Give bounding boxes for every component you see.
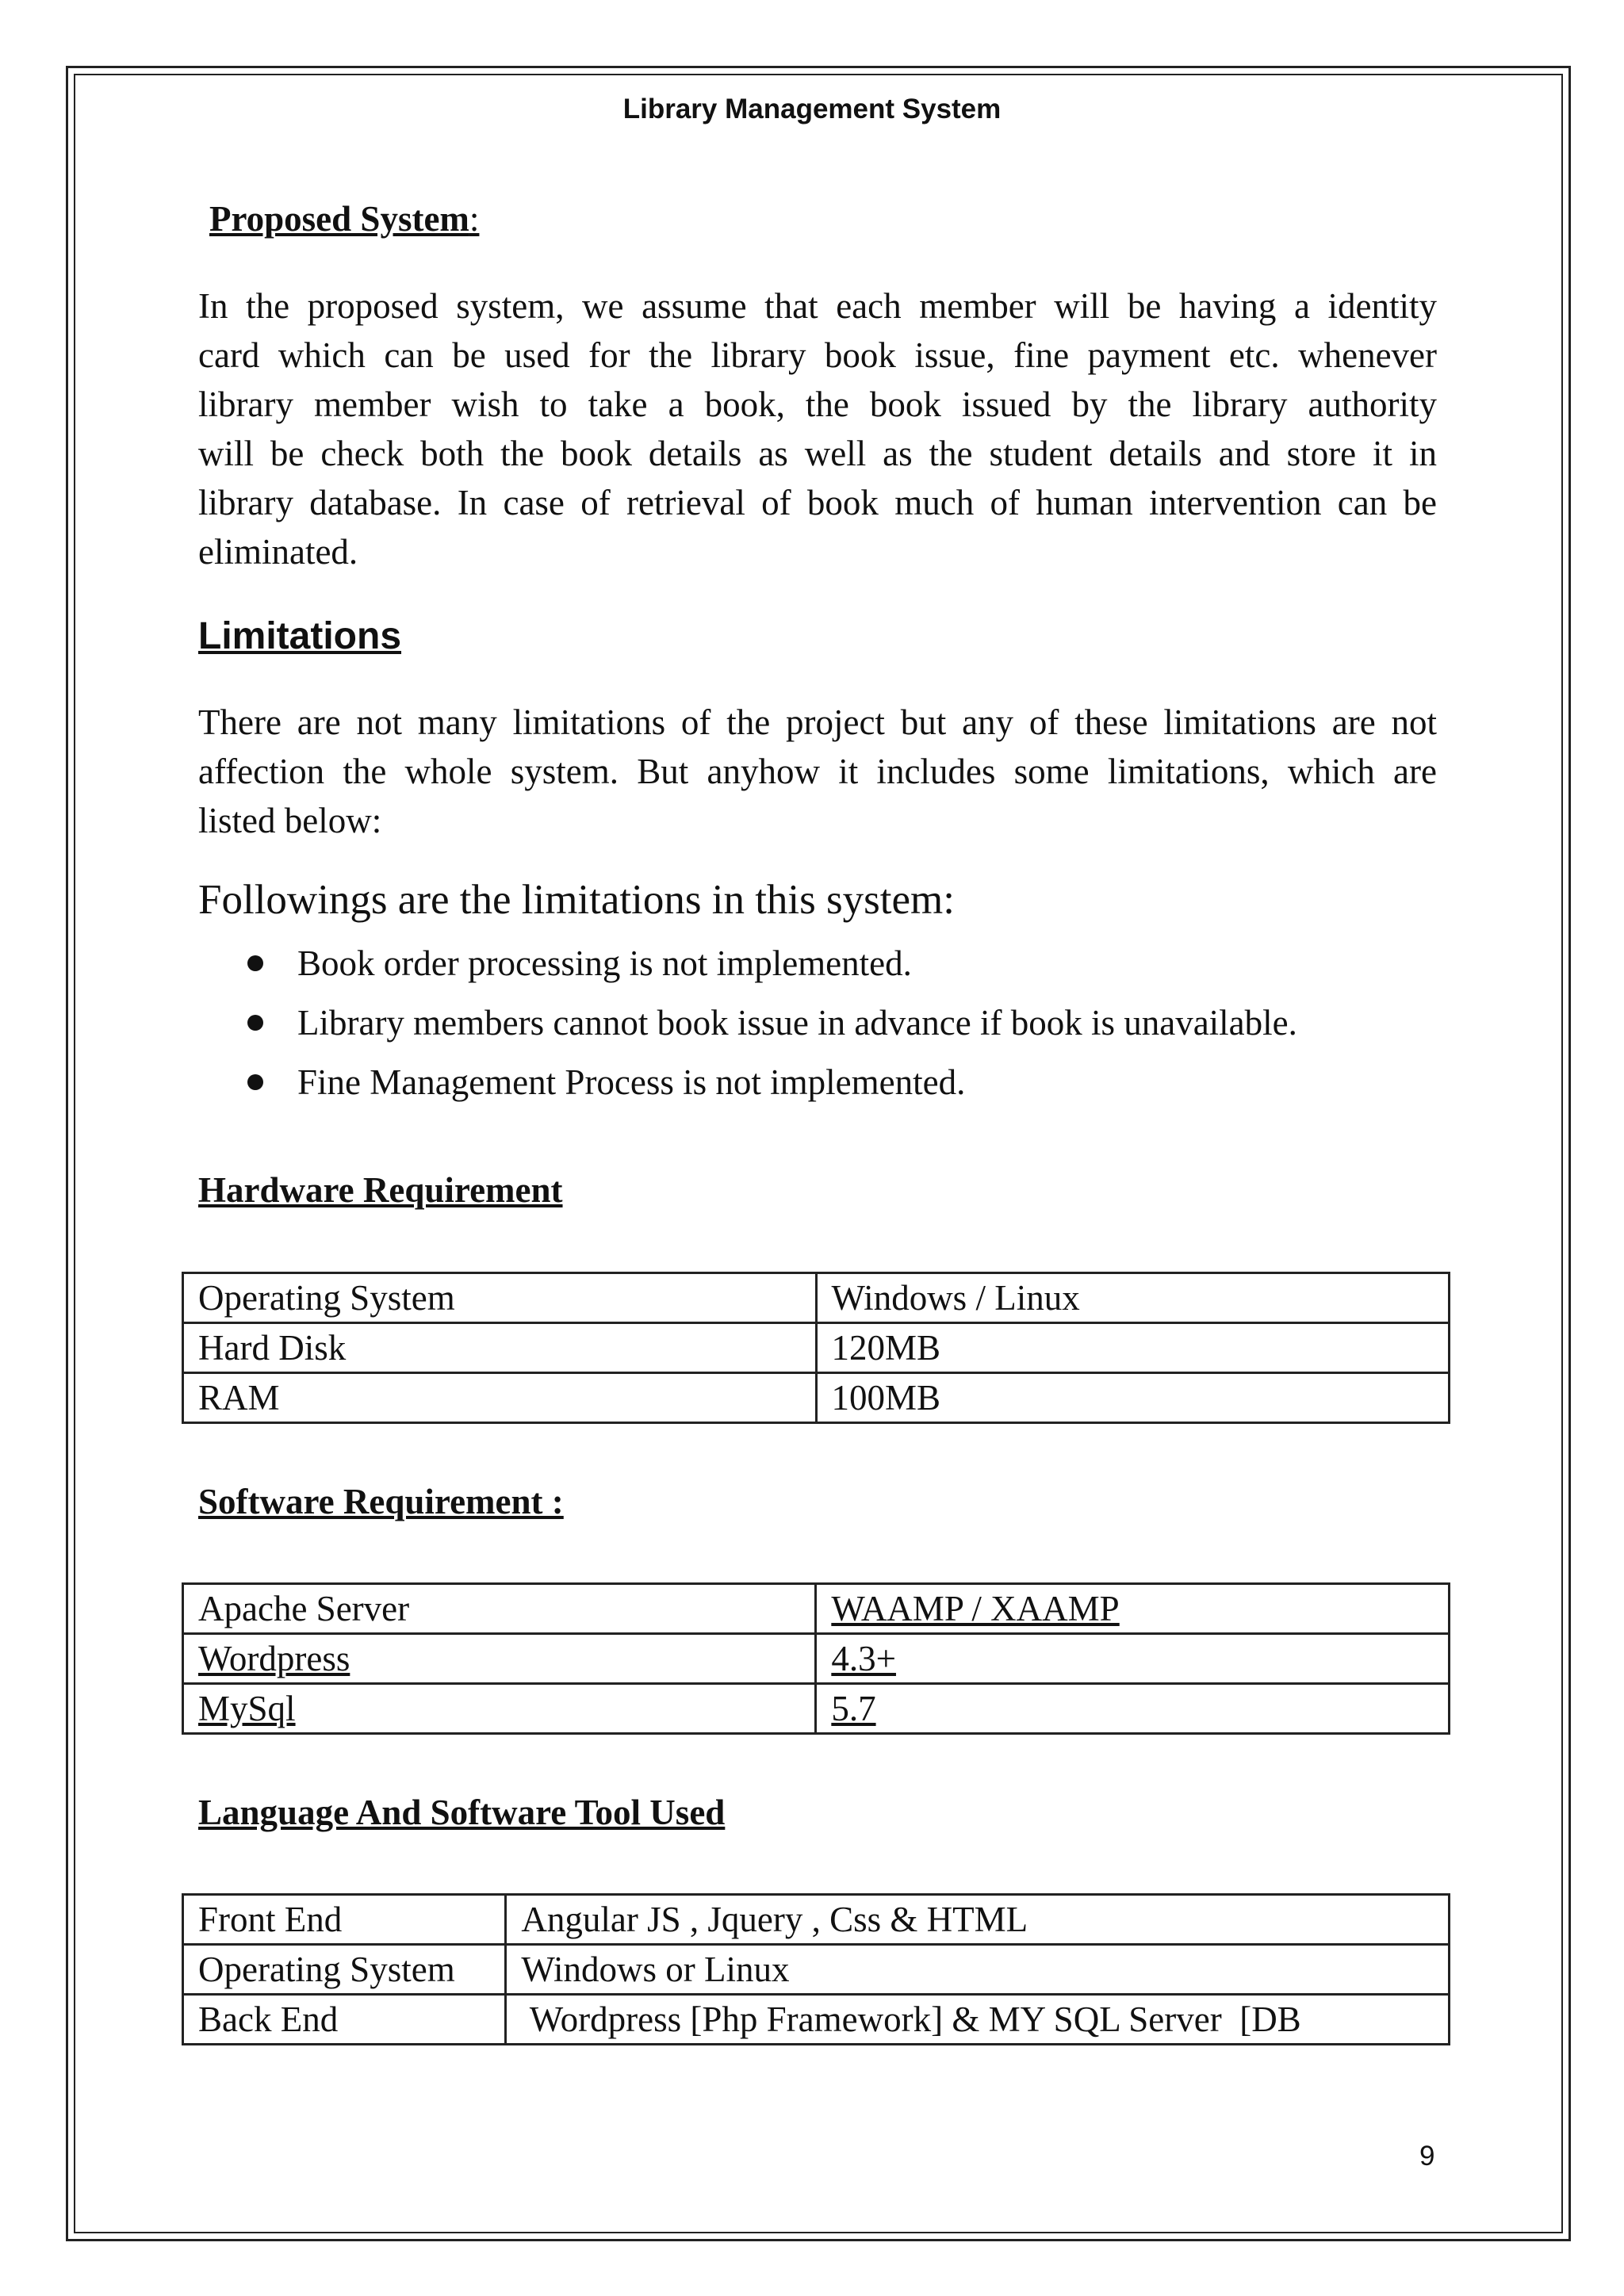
table-cell: Back End bbox=[183, 1995, 506, 2045]
paragraph-line: library member wish to take a book, the book issued by the library authority bbox=[198, 385, 1437, 424]
table-cell: Operating System bbox=[183, 1945, 506, 1995]
limitations-heading: Limitations bbox=[198, 615, 402, 657]
bullet-icon bbox=[247, 1074, 263, 1090]
list-item-text: Book order processing is not implemented. bbox=[297, 943, 912, 983]
list-item-text: Fine Management Process is not implemented. bbox=[297, 1062, 966, 1102]
language-tools-heading: Language And Software Tool Used bbox=[198, 1793, 726, 1832]
proposed-system-heading-text: Proposed System bbox=[209, 199, 469, 239]
list-item bbox=[198, 1058, 1297, 1118]
table-cell: WAAMP / XAAMP bbox=[816, 1584, 1450, 1634]
table-cell: 100MB bbox=[816, 1373, 1449, 1423]
table-row bbox=[183, 1684, 1450, 1734]
paragraph-line: will be check both the book details as well as the student details and store it in bbox=[198, 434, 1437, 473]
paragraph-line: listed below: bbox=[198, 801, 382, 840]
bullet-icon bbox=[247, 1015, 263, 1031]
table-row bbox=[183, 1634, 1450, 1684]
table-cell: 4.3+ bbox=[816, 1634, 1450, 1684]
table-cell: Windows or Linux bbox=[506, 1945, 1450, 1995]
proposed-system-paragraph bbox=[198, 281, 1437, 576]
table-row bbox=[183, 1273, 1450, 1323]
table-cell: Angular JS , Jquery , Css & HTML bbox=[506, 1895, 1450, 1945]
table-cell: Wordpress bbox=[183, 1634, 816, 1684]
table-cell: 120MB bbox=[816, 1323, 1449, 1373]
list-item bbox=[198, 939, 1297, 999]
list-item bbox=[198, 999, 1297, 1058]
limitations-list-intro: Followings are the limitations in this system: bbox=[198, 877, 955, 923]
hardware-requirement-heading: Hardware Requirement bbox=[198, 1170, 563, 1210]
paragraph-line: affection the whole system. But anyhow it includes some limitations, which are bbox=[198, 752, 1437, 791]
table-cell: RAM bbox=[183, 1373, 817, 1423]
table-cell: 5.7 bbox=[816, 1684, 1450, 1734]
paragraph-line: card which can be used for the library book issue, fine payment etc. whenever bbox=[198, 335, 1437, 375]
running-header: Library Management System bbox=[622, 94, 1002, 124]
table-row bbox=[183, 1373, 1450, 1423]
paragraph-line: eliminated. bbox=[198, 532, 358, 572]
table-row bbox=[183, 1895, 1450, 1945]
proposed-system-heading bbox=[209, 198, 479, 239]
paragraph-line: In the proposed system, we assume that each member will be having a identity bbox=[198, 286, 1437, 326]
table-row bbox=[183, 1995, 1450, 2045]
proposed-system-heading-colon: : bbox=[469, 199, 480, 239]
limitations-paragraph bbox=[198, 698, 1437, 845]
list-item-text: Library members cannot book issue in advance if book is unavailable. bbox=[297, 1003, 1297, 1043]
software-requirement-table bbox=[182, 1582, 1450, 1735]
table-row bbox=[183, 1584, 1450, 1634]
language-tools-table bbox=[182, 1893, 1450, 2045]
table-row bbox=[183, 1323, 1450, 1373]
table-row bbox=[183, 1945, 1450, 1995]
table-cell: Apache Server bbox=[183, 1584, 816, 1634]
limitations-list bbox=[198, 939, 1297, 1118]
bullet-icon bbox=[247, 955, 263, 971]
table-cell: Operating System bbox=[183, 1273, 817, 1323]
table-cell: Front End bbox=[183, 1895, 506, 1945]
software-requirement-heading: Software Requirement : bbox=[198, 1482, 564, 1521]
table-cell: Windows / Linux bbox=[816, 1273, 1449, 1323]
table-cell: Wordpress [Php Framework] & MY SQL Server [DB bbox=[506, 1995, 1450, 2045]
hardware-requirement-table bbox=[182, 1272, 1450, 1424]
page-number: 9 bbox=[1419, 2141, 1435, 2172]
table-cell: MySql bbox=[183, 1684, 816, 1734]
paragraph-line: library database. In case of retrieval of book much of human intervention can be bbox=[198, 483, 1437, 522]
table-cell: Hard Disk bbox=[183, 1323, 817, 1373]
paragraph-line: There are not many limitations of the project but any of these limitations are not bbox=[198, 702, 1437, 742]
